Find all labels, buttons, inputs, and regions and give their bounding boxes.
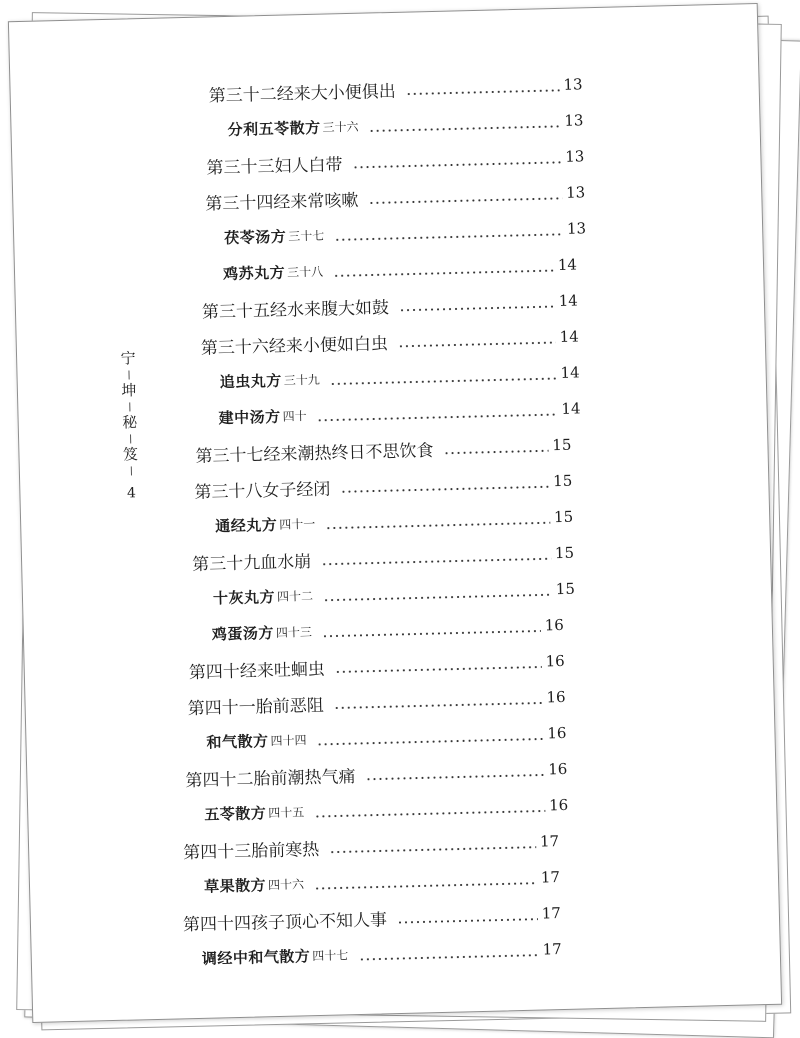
toc-entry xyxy=(204,865,560,898)
toc-entry xyxy=(205,180,585,213)
toc-entry-page: 17 xyxy=(541,904,562,923)
dot-leader xyxy=(358,943,539,961)
dot-leader xyxy=(322,618,541,637)
toc-entry xyxy=(187,685,565,718)
toc-entry-page: 16 xyxy=(544,615,565,635)
dot-leader xyxy=(443,438,548,455)
dot-leader xyxy=(316,402,557,422)
dot-leader xyxy=(316,726,543,746)
formula-number: 三十八 xyxy=(286,264,324,280)
formula-number: 四十 xyxy=(282,408,307,424)
toc-entry xyxy=(212,613,564,646)
toc-entry-page: 13 xyxy=(564,111,584,130)
toc-entry-title: 第三十八女子经闭 xyxy=(194,479,331,503)
dot-leader xyxy=(352,150,561,169)
dot-leader xyxy=(325,510,550,529)
toc-entry xyxy=(202,937,562,970)
dot-leader xyxy=(329,835,536,854)
toc-entry xyxy=(204,793,568,826)
toc-entry xyxy=(215,505,573,538)
formula-number: 三十七 xyxy=(288,228,325,244)
dot-leader xyxy=(330,366,557,386)
toc-entry-title: 第四十二胎前潮热气痛 xyxy=(185,766,356,791)
formula-number: 四十二 xyxy=(276,588,314,604)
formula-number: 四十一 xyxy=(279,516,316,532)
toc-entry-title: 调经中和气散方 xyxy=(201,946,311,968)
formula-number: 四十四 xyxy=(270,732,307,748)
toc-entry-page: 13 xyxy=(563,75,583,94)
toc-entry xyxy=(224,216,586,249)
toc-entry-page: 15 xyxy=(552,435,572,455)
dot-leader xyxy=(368,186,562,205)
dot-leader xyxy=(334,222,563,242)
toc-entry xyxy=(192,541,574,574)
toc-entry xyxy=(188,649,564,682)
toc-entry-title: 通经丸方 xyxy=(215,515,278,535)
toc-entry-page: 14 xyxy=(557,255,578,274)
toc-entry-page: 16 xyxy=(547,759,568,779)
dot-leader xyxy=(365,762,544,780)
formula-number: 四十六 xyxy=(267,876,305,892)
toc-entry-title: 追虫丸方 xyxy=(219,371,282,391)
formula-number: 三十六 xyxy=(322,119,359,135)
toc-entry-title: 分利五苓散方 xyxy=(227,118,321,139)
toc-entry-title: 第三十二经来大小便俱出 xyxy=(208,81,396,106)
running-header-char: 秘 xyxy=(121,413,138,432)
toc-entry-page: 16 xyxy=(545,651,565,671)
toc-entry-page: 15 xyxy=(553,507,574,527)
toc-entry xyxy=(219,360,579,393)
toc-entry-title: 鸡蛋汤方 xyxy=(211,623,275,644)
document-page xyxy=(8,3,782,1023)
toc-entry-title: 第三十四经来常咳嗽 xyxy=(205,190,359,215)
toc-entry xyxy=(218,396,580,429)
toc-entry-title: 第四十一胎前恶阻 xyxy=(187,695,324,719)
toc-entry-page: 16 xyxy=(547,723,567,743)
toc-entry-page: 14 xyxy=(560,363,580,382)
page-number: 4 xyxy=(126,485,137,502)
toc-entry-page: 15 xyxy=(554,543,575,563)
toc-entry-title: 草果散方 xyxy=(203,875,267,896)
toc-entry-title: 和气散方 xyxy=(206,731,269,752)
toc-entry-title: 第三十六经来小便如白虫 xyxy=(200,333,389,359)
formula-number: 四十七 xyxy=(312,947,349,963)
toc-entry-title: 第三十九血水崩 xyxy=(191,551,312,575)
dot-leader xyxy=(340,474,549,493)
toc-entry-title: 第三十七经来潮热终日不思饮食 xyxy=(195,440,434,467)
dot-leader xyxy=(333,690,542,709)
formula-number: 四十三 xyxy=(275,624,313,640)
dot-leader xyxy=(399,294,555,312)
toc-entry-page: 15 xyxy=(555,579,576,599)
toc-entry xyxy=(183,829,559,862)
toc-entry xyxy=(195,433,571,466)
toc-entry-page: 16 xyxy=(546,687,566,707)
running-header-char: 宁 xyxy=(120,349,136,368)
dot-leader xyxy=(323,582,552,602)
table-of-contents xyxy=(9,4,781,1022)
toc-entry xyxy=(206,721,566,754)
toc-entry-page: 16 xyxy=(548,795,569,815)
toc-entry-page: 14 xyxy=(561,399,581,418)
dot-leader xyxy=(397,907,538,924)
toc-entry-title: 第三十五经水来腹大如鼓 xyxy=(201,297,390,323)
dot-leader xyxy=(335,654,542,673)
toc-entry-page: 13 xyxy=(565,183,586,202)
dot-leader xyxy=(314,798,545,818)
toc-entry-title: 五苓散方 xyxy=(204,803,267,824)
toc-entry xyxy=(194,469,572,502)
toc-entry-page: 13 xyxy=(566,219,587,238)
toc-entry-page: 14 xyxy=(559,327,579,346)
toc-entry-title: 第四十三胎前寒热 xyxy=(182,839,320,863)
dot-leader xyxy=(405,78,559,96)
toc-entry xyxy=(206,144,584,177)
dot-leader xyxy=(321,546,551,566)
toc-entry-page: 13 xyxy=(565,147,585,166)
toc-entry xyxy=(185,757,567,790)
toc-entry-title: 茯苓汤方 xyxy=(224,227,287,247)
toc-entry-title: 建中汤方 xyxy=(218,407,281,427)
toc-entry-page: 17 xyxy=(540,868,561,887)
toc-entry xyxy=(213,577,575,610)
toc-entry xyxy=(183,901,561,934)
toc-entry xyxy=(202,288,578,321)
toc-entry xyxy=(223,252,577,285)
toc-entry-title: 第四十四孩子顶心不知人事 xyxy=(182,909,388,935)
dot-leader xyxy=(314,871,537,890)
toc-entry-title: 鸡苏丸方 xyxy=(222,263,286,283)
toc-entry-page: 15 xyxy=(552,471,573,491)
dot-leader xyxy=(333,258,554,277)
toc-entry xyxy=(201,324,579,357)
toc-entry-page: 17 xyxy=(542,940,562,959)
toc-entry-title: 第三十三妇人白带 xyxy=(206,154,343,178)
toc-entry xyxy=(227,108,583,141)
formula-number: 三十九 xyxy=(283,372,320,388)
toc-entry-title: 第四十经来吐蛔虫 xyxy=(188,659,326,683)
toc-entry-page: 14 xyxy=(558,291,579,310)
toc-entry-page: 17 xyxy=(539,832,560,851)
toc-entry-title: 十灰丸方 xyxy=(212,587,276,607)
running-header-char: 笈 xyxy=(122,445,139,464)
running-header-char: 坤 xyxy=(121,381,137,400)
toc-entry xyxy=(208,72,582,105)
dot-leader xyxy=(398,330,556,348)
dot-leader xyxy=(368,114,560,133)
formula-number: 四十五 xyxy=(268,804,305,820)
